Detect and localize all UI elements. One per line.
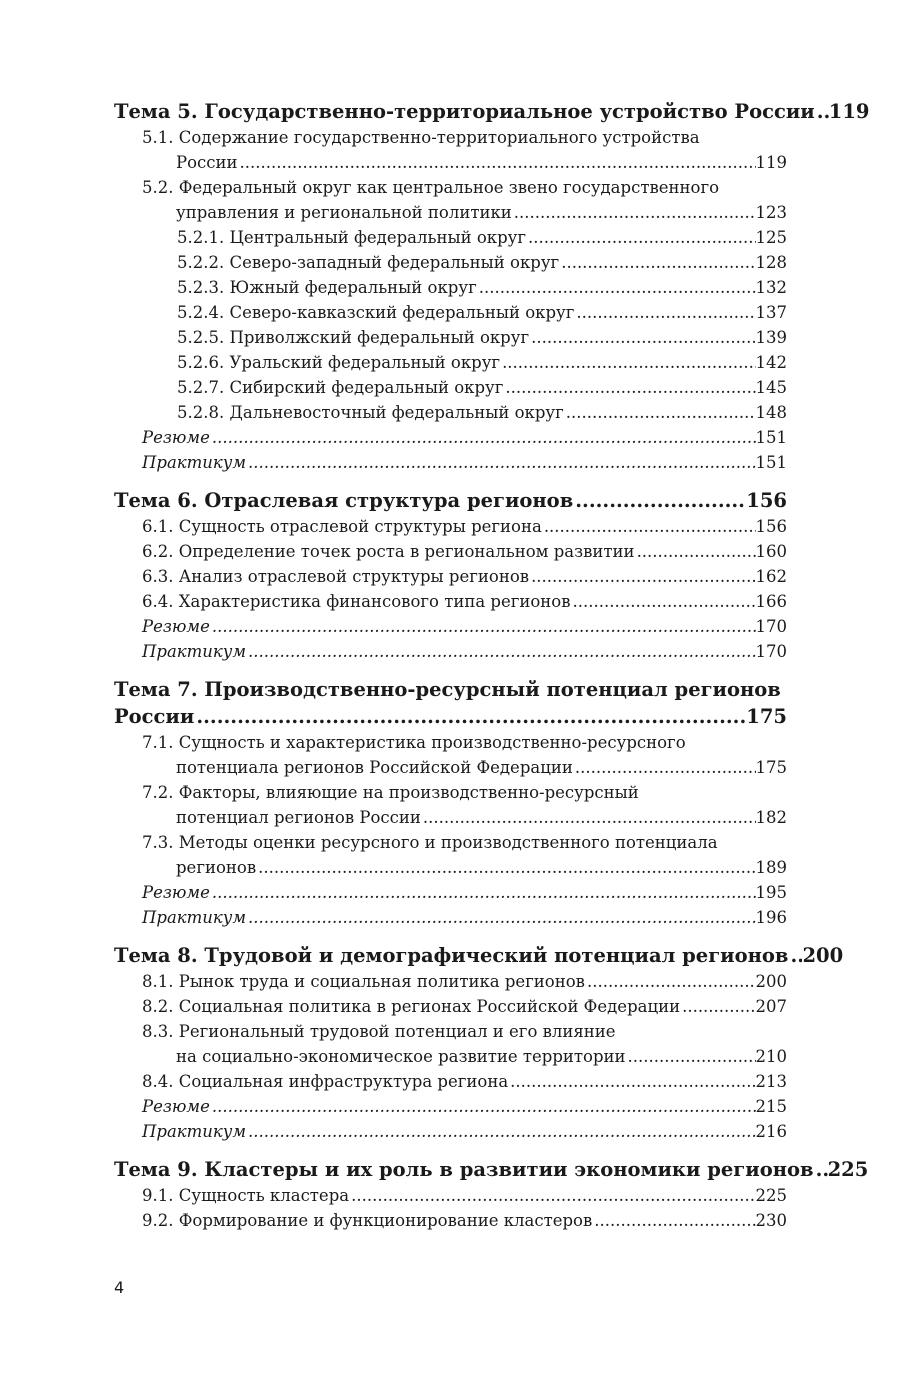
- entry-title: потенциал регионов России: [176, 808, 421, 827]
- list-item: [114, 175, 787, 225]
- entry-title-line: 5.2. Федеральный округ как центральное звено государственного: [142, 178, 720, 197]
- list-item: [114, 780, 787, 830]
- entry-title-line: 7.1. Сущность и характеристика производственно-ресурсного: [142, 733, 686, 752]
- list-item: [114, 969, 787, 994]
- list-item: [114, 994, 787, 1019]
- entry-title: 8.1. Рынок труда и социальная политика регионов: [142, 972, 585, 991]
- topic-title-line: Тема 7. Производственно-ресурсный потенциал регионов: [114, 678, 781, 701]
- practicum-entry: [114, 1119, 787, 1144]
- dot-leader: [246, 1119, 755, 1144]
- entry-page: 189: [755, 858, 787, 877]
- entry-page: 230: [755, 1211, 787, 1230]
- list-item: [114, 325, 787, 350]
- dot-leader: [477, 275, 756, 300]
- list-item: [114, 514, 787, 539]
- dot-leader: [503, 375, 755, 400]
- entry-page: 175: [755, 758, 787, 777]
- entry-title-line: 8.3. Региональный трудовой потенциал и его влияние: [142, 1022, 616, 1041]
- dot-leader: [592, 1208, 755, 1233]
- list-item: [114, 1019, 787, 1069]
- list-item: [114, 125, 787, 175]
- entry-title: 5.2.6. Уральский федеральный округ: [177, 353, 501, 372]
- dot-leader: [194, 703, 746, 730]
- entry-title: 5.2.1. Центральный федеральный округ: [177, 228, 526, 247]
- dot-leader: [349, 1183, 755, 1208]
- entry-title: Резюме: [142, 883, 210, 902]
- entry-title: 6.1. Сущность отраслевой структуры региона: [142, 517, 542, 536]
- topic-title: Тема 5. Государственно-территориальное устройство России: [114, 100, 815, 123]
- dot-leader: [815, 98, 829, 125]
- dot-leader: [542, 514, 756, 539]
- summary-entry: [114, 425, 787, 450]
- dot-leader: [626, 1044, 756, 1069]
- entry-page: 139: [755, 328, 787, 347]
- entry-title: 5.2.8. Дальневосточный федеральный округ: [177, 403, 564, 422]
- list-item: [114, 1208, 787, 1233]
- topic-heading: [114, 98, 870, 125]
- dot-leader: [574, 300, 755, 325]
- entry-page: 162: [755, 567, 787, 586]
- entry-page: 216: [755, 1122, 787, 1141]
- topic-title: Тема 6. Отраслевая структура регионов: [114, 489, 574, 512]
- page-number: 4: [114, 1278, 125, 1297]
- entry-title: 5.2.2. Северо-западный федеральный округ: [177, 253, 560, 272]
- entry-title: Резюме: [142, 1097, 210, 1116]
- entry-title: 8.4. Социальная инфраструктура региона: [142, 1072, 509, 1091]
- entry-page: 145: [755, 378, 787, 397]
- entry-title: 5.2.7. Сибирский федеральный округ: [177, 378, 504, 397]
- dot-leader: [512, 200, 756, 225]
- list-item: [114, 589, 787, 614]
- entry-title: 9.2. Формирование и функционирование кластеров: [142, 1211, 593, 1230]
- topic-heading: [114, 942, 844, 969]
- entry-page: 160: [755, 542, 787, 561]
- entry-page: 170: [755, 642, 787, 661]
- entry-page: 210: [755, 1047, 787, 1066]
- entry-title: Резюме: [142, 428, 210, 447]
- entry-title: Практикум: [142, 453, 247, 472]
- entry-title: 5.2.5. Приволжский федеральный округ: [177, 328, 530, 347]
- entry-page: 170: [755, 617, 787, 636]
- list-item: [114, 1183, 787, 1208]
- dot-leader: [680, 994, 755, 1019]
- entry-page: 132: [755, 278, 787, 297]
- dot-leader: [814, 1156, 828, 1183]
- dot-leader: [500, 350, 755, 375]
- list-item: [114, 400, 787, 425]
- entry-page: 195: [755, 883, 787, 902]
- dot-leader: [573, 755, 756, 780]
- entry-page: 182: [755, 808, 787, 827]
- dot-leader: [571, 589, 756, 614]
- entry-page: 225: [755, 1186, 787, 1205]
- list-item: [114, 564, 787, 589]
- entry-page: 166: [755, 592, 787, 611]
- list-item: [114, 830, 787, 880]
- entry-page: 125: [755, 228, 787, 247]
- entry-title-line: 7.3. Методы оценки ресурсного и производственного потенциала: [142, 833, 718, 852]
- list-item: [114, 275, 787, 300]
- list-item: [114, 225, 787, 250]
- dot-leader: [246, 450, 755, 475]
- entry-page: 215: [755, 1097, 787, 1116]
- dot-leader: [559, 250, 755, 275]
- practicum-entry: [114, 639, 787, 664]
- topic-page: 175: [746, 705, 787, 728]
- entry-title: управления и региональной политики: [176, 203, 512, 222]
- entry-title: 5.2.3. Южный федеральный округ: [177, 278, 477, 297]
- dot-leader: [564, 400, 756, 425]
- practicum-entry: [114, 450, 787, 475]
- summary-entry: [114, 614, 787, 639]
- entry-page: 196: [755, 908, 787, 927]
- entry-page: 156: [755, 517, 787, 536]
- summary-entry: [114, 880, 787, 905]
- entry-title: Практикум: [142, 1122, 247, 1141]
- summary-entry: [114, 1094, 787, 1119]
- dot-leader: [529, 325, 755, 350]
- entry-title: 6.2. Определение точек роста в региональном развитии: [142, 542, 635, 561]
- dot-leader: [256, 855, 755, 880]
- entry-title: Практикум: [142, 642, 247, 661]
- dot-leader: [210, 880, 756, 905]
- topic-title: России: [114, 705, 195, 728]
- list-item: [114, 375, 787, 400]
- entry-title: на социально-экономическое развитие территории: [176, 1047, 626, 1066]
- dot-leader: [585, 969, 756, 994]
- list-item: [114, 730, 787, 780]
- entry-page: 207: [755, 997, 787, 1016]
- topic-page: 200: [802, 944, 844, 967]
- dot-leader: [508, 1069, 755, 1094]
- dot-leader: [210, 1094, 756, 1119]
- dot-leader: [526, 225, 756, 250]
- entry-title: 6.4. Характеристика финансового типа регионов: [142, 592, 571, 611]
- entry-title: 8.2. Социальная политика в регионах Российской Федерации: [142, 997, 681, 1016]
- topic-page: 156: [746, 489, 787, 512]
- topic-page: 119: [828, 100, 870, 123]
- topic-heading: [114, 487, 787, 514]
- topic-heading: [114, 676, 787, 730]
- entry-page: 151: [755, 453, 787, 472]
- dot-leader: [246, 905, 755, 930]
- entry-title: Резюме: [142, 617, 210, 636]
- entry-page: 119: [755, 153, 787, 172]
- entry-page: 151: [755, 428, 787, 447]
- list-item: [114, 1069, 787, 1094]
- entry-title-line: 5.1. Содержание государственно-территориального устройства: [142, 128, 700, 147]
- topic-title: Тема 8. Трудовой и демографический потенциал регионов: [114, 944, 789, 967]
- list-item: [114, 539, 787, 564]
- dot-leader: [238, 150, 756, 175]
- entry-title: 6.3. Анализ отраслевой структуры регионов: [142, 567, 530, 586]
- dot-leader: [421, 805, 756, 830]
- dot-leader: [635, 539, 756, 564]
- dot-leader: [573, 487, 746, 514]
- table-of-contents: [114, 98, 870, 1233]
- entry-page: 123: [755, 203, 787, 222]
- dot-leader: [529, 564, 755, 589]
- topic-heading: [114, 1156, 869, 1183]
- entry-title-line: 7.2. Факторы, влияющие на производственно-ресурсный: [142, 783, 639, 802]
- dot-leader: [210, 425, 756, 450]
- topic-title: Тема 9. Кластеры и их роль в развитии экономики регионов: [114, 1158, 814, 1181]
- entry-page: 213: [755, 1072, 787, 1091]
- entry-title: регионов: [176, 858, 257, 877]
- practicum-entry: [114, 905, 787, 930]
- topic-page: 225: [827, 1158, 869, 1181]
- entry-title: Практикум: [142, 908, 247, 927]
- entry-page: 137: [755, 303, 787, 322]
- entry-title: 9.1. Сущность кластера: [142, 1186, 350, 1205]
- list-item: [114, 250, 787, 275]
- dot-leader: [246, 639, 755, 664]
- list-item: [114, 300, 787, 325]
- entry-page: 200: [755, 972, 787, 991]
- entry-title: России: [176, 153, 238, 172]
- entry-page: 128: [755, 253, 787, 272]
- entry-page: 142: [755, 353, 787, 372]
- dot-leader: [210, 614, 756, 639]
- dot-leader: [788, 942, 802, 969]
- list-item: [114, 350, 787, 375]
- entry-title: 5.2.4. Северо-кавказский федеральный округ: [177, 303, 575, 322]
- entry-page: 148: [755, 403, 787, 422]
- entry-title: потенциала регионов Российской Федерации: [176, 758, 573, 777]
